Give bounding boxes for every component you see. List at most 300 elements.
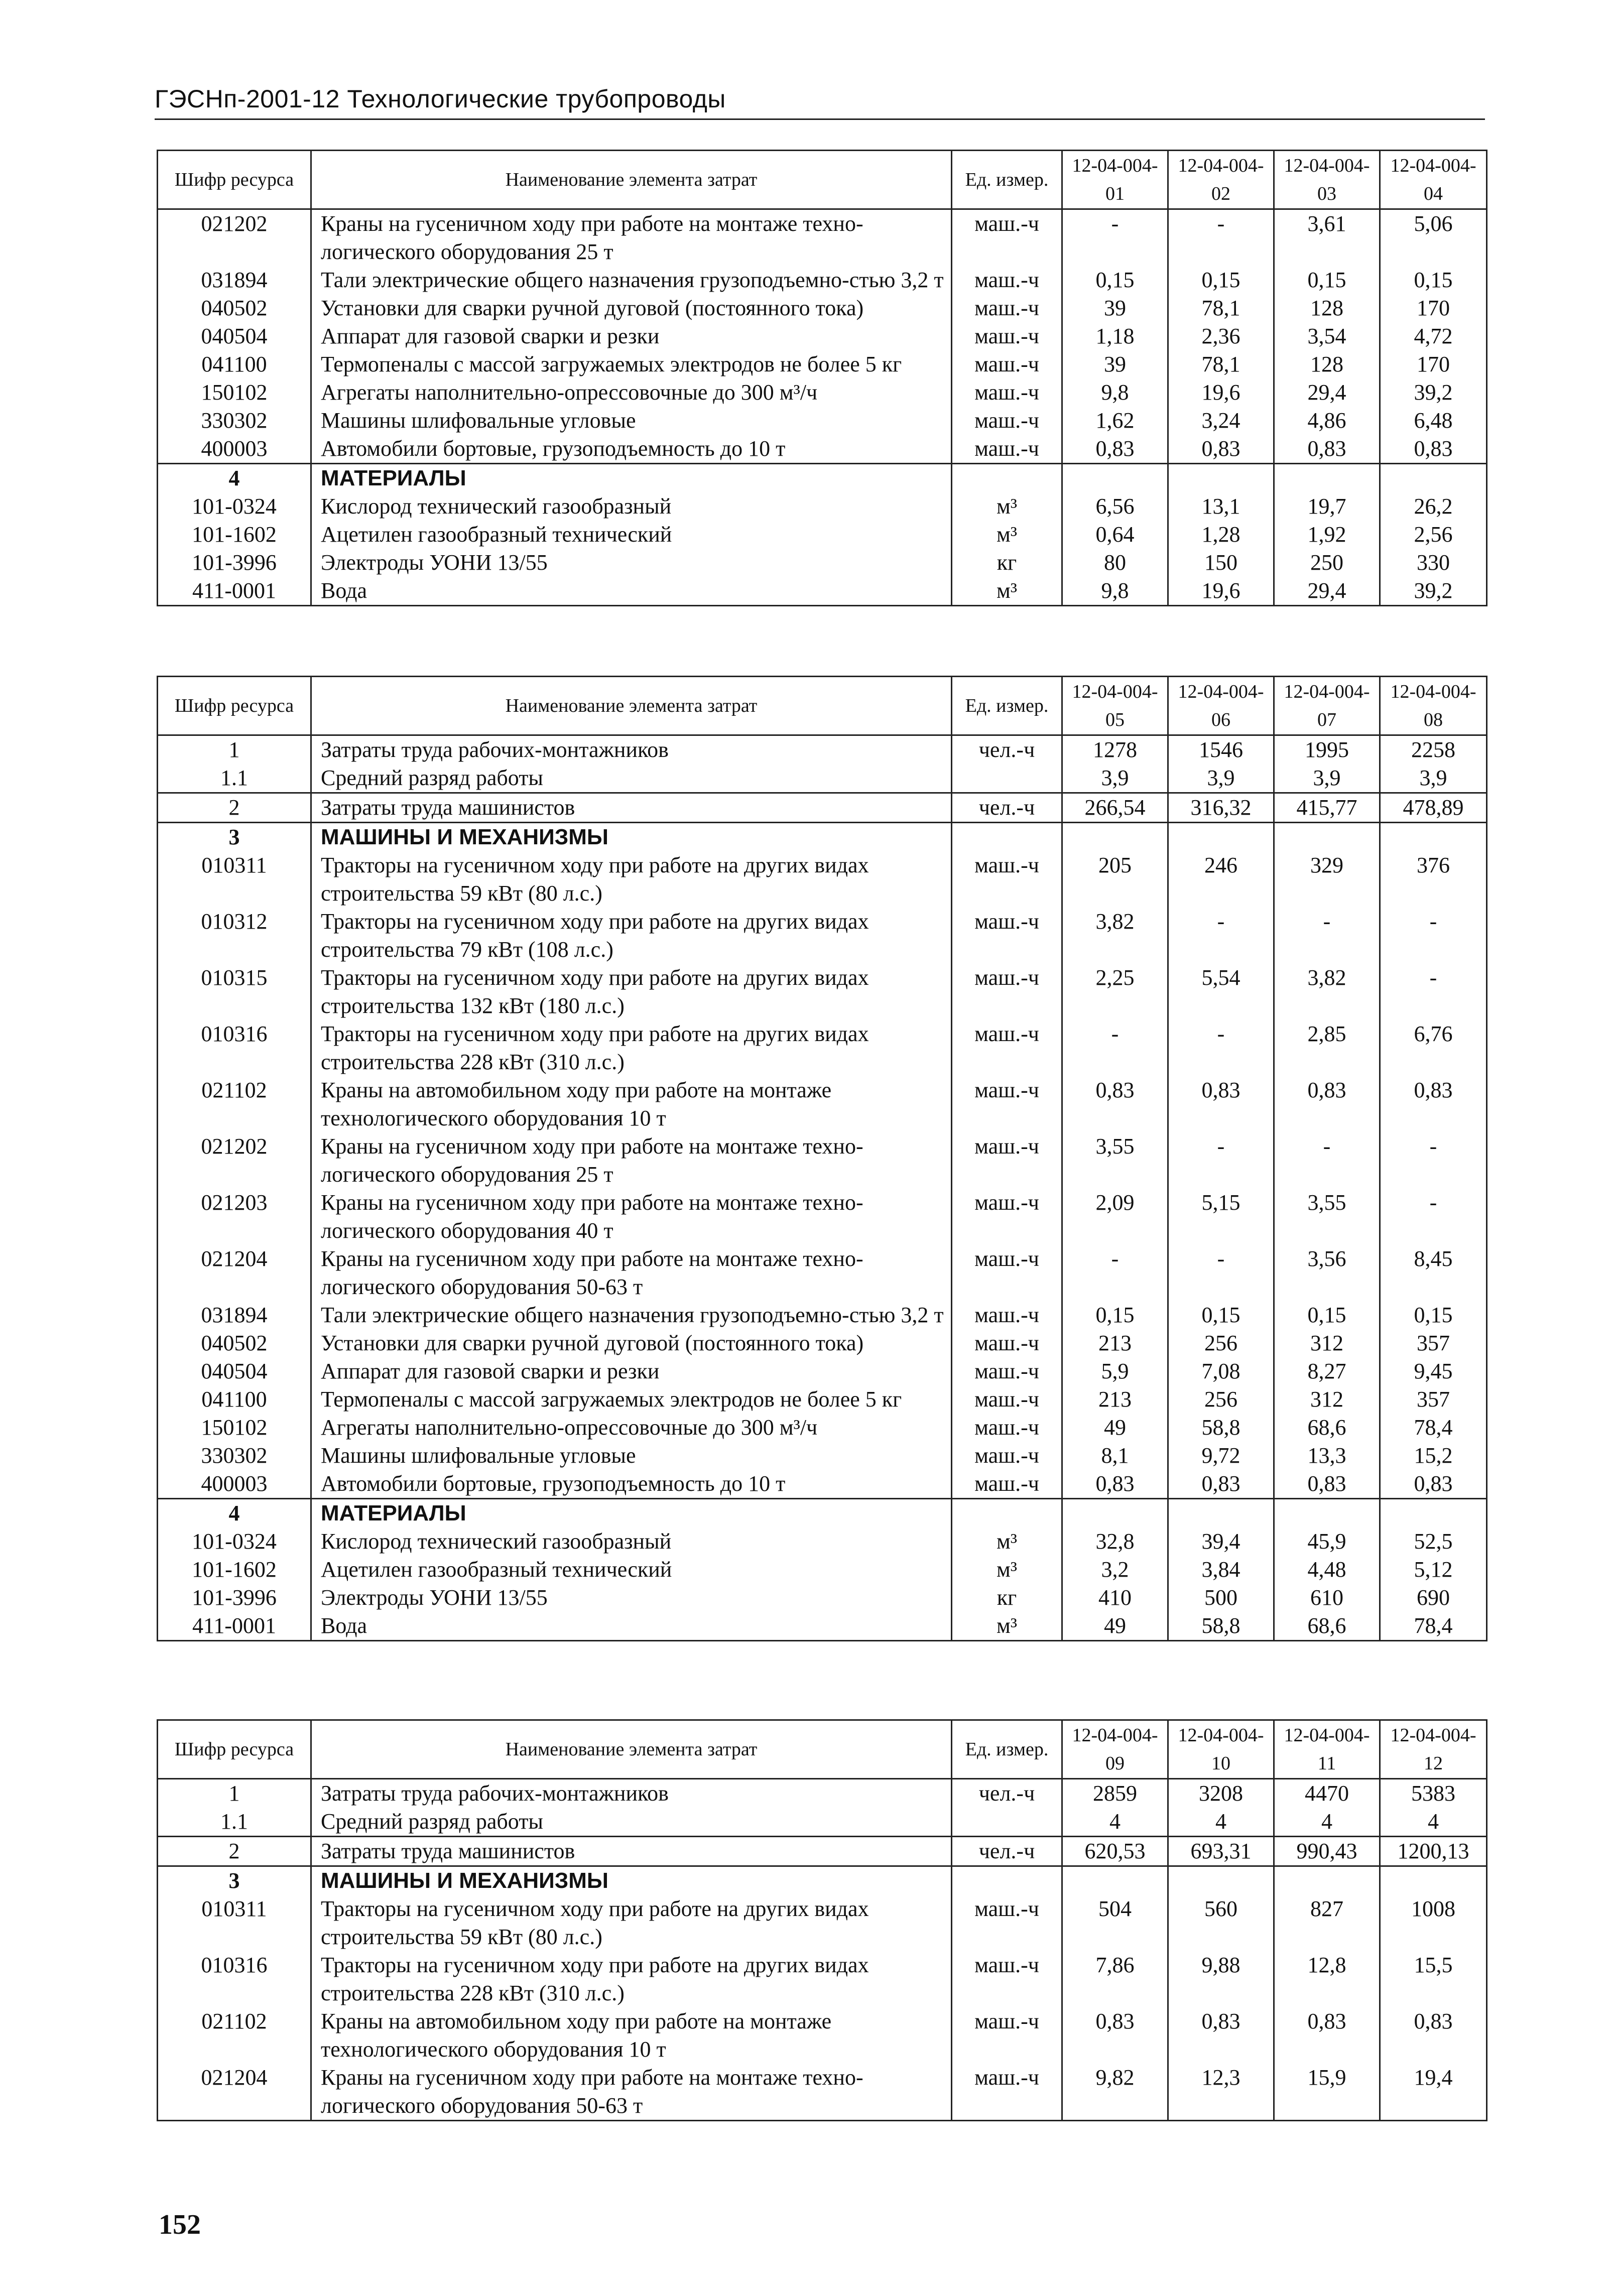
col-header-code: Шифр ресурса: [158, 677, 311, 735]
resource-code: 041100: [158, 1385, 311, 1414]
norm-value: 0,83: [1274, 435, 1380, 464]
unit: [952, 464, 1062, 493]
section-title: МАШИНЫ И МЕХАНИЗМЫ: [311, 823, 952, 852]
norm-value: [1062, 464, 1168, 493]
resource-name: Краны на гусеничном ходу при работе на монтаже техно-логического оборудования 25 т: [311, 209, 952, 267]
norm-value: 39,2: [1380, 378, 1487, 407]
table-row: [158, 735, 1487, 764]
norm-value: 3,9: [1274, 764, 1380, 793]
resource-name: Автомобили бортовые, грузоподъемность до 10 т: [311, 1470, 952, 1499]
norm-value: 19,4: [1380, 2064, 1487, 2121]
norm-value: 68,6: [1274, 1414, 1380, 1442]
resource-code: 040504: [158, 322, 311, 350]
unit: [952, 823, 1062, 852]
norm-value: 3,84: [1168, 1556, 1274, 1584]
unit: маш.-ч: [952, 435, 1062, 464]
norm-value: [1274, 1499, 1380, 1528]
table-row: [158, 577, 1487, 606]
resource-code: 3: [158, 1866, 311, 1895]
norm-value: 78,1: [1168, 294, 1274, 322]
table-row: [158, 294, 1487, 322]
norm-value: 128: [1274, 350, 1380, 378]
norm-value: 39,2: [1380, 577, 1487, 606]
resource-code: 101-0324: [158, 1527, 311, 1556]
resource-name: Краны на автомобильном ходу при работе на монтаже технологического оборудования 10 т: [311, 2007, 952, 2064]
resource-code: 1: [158, 1779, 311, 1808]
section-row: [158, 1866, 1487, 1895]
resource-name: Автомобили бортовые, грузоподъемность до 10 т: [311, 435, 952, 464]
norm-value: 9,72: [1168, 1442, 1274, 1470]
norm-value: 256: [1168, 1385, 1274, 1414]
resource-code: 101-3996: [158, 549, 311, 577]
unit: маш.-ч: [952, 350, 1062, 378]
header-row: [158, 151, 1487, 209]
section-row: [158, 464, 1487, 493]
resource-name: Агрегаты наполнительно-опрессовочные до 300 м³/ч: [311, 1414, 952, 1442]
unit: [952, 1499, 1062, 1528]
norm-value: 49: [1062, 1414, 1168, 1442]
norm-value: 128: [1274, 294, 1380, 322]
norm-value: 0,83: [1274, 1076, 1380, 1132]
norm-value: 19,6: [1168, 577, 1274, 606]
norm-value: 7,08: [1168, 1357, 1274, 1385]
resource-code: 1: [158, 735, 311, 764]
resource-code: 010315: [158, 964, 311, 1020]
resource-name: Затраты труда рабочих-монтажников: [311, 735, 952, 764]
norm-value: 330: [1380, 549, 1487, 577]
norm-value: 415,77: [1274, 793, 1380, 823]
norm-value: 45,9: [1274, 1527, 1380, 1556]
norm-value: 1,18: [1062, 322, 1168, 350]
norm-value: 58,8: [1168, 1612, 1274, 1641]
table-row: [158, 1414, 1487, 1442]
norm-value: 19,7: [1274, 492, 1380, 521]
table-row: [158, 793, 1487, 823]
norm-value: [1062, 823, 1168, 852]
col-header-norm-code: 12-04-004-05: [1062, 677, 1168, 735]
norm-value: 4470: [1274, 1779, 1380, 1808]
unit: маш.-ч: [952, 1189, 1062, 1245]
resource-name: Затраты труда рабочих-монтажников: [311, 1779, 952, 1808]
unit: маш.-ч: [952, 964, 1062, 1020]
table-row: [158, 1301, 1487, 1329]
norm-value: [1274, 823, 1380, 852]
norm-value: 1,28: [1168, 521, 1274, 549]
col-header-norm-code: 12-04-004-08: [1380, 677, 1487, 735]
norm-value: -: [1062, 1245, 1168, 1301]
table-row: [158, 1245, 1487, 1301]
norm-value: [1380, 1499, 1487, 1528]
norm-value: 0,15: [1168, 1301, 1274, 1329]
norm-value: 0,83: [1168, 435, 1274, 464]
norm-value: [1380, 823, 1487, 852]
norm-value: 5,15: [1168, 1189, 1274, 1245]
resource-code: 400003: [158, 1470, 311, 1499]
norm-value: -: [1380, 1132, 1487, 1189]
resource-name: Затраты труда машинистов: [311, 1837, 952, 1866]
unit: чел.-ч: [952, 793, 1062, 823]
table-row: [158, 1357, 1487, 1385]
table-row: [158, 549, 1487, 577]
resource-code: 1.1: [158, 764, 311, 793]
col-header-norm-code: 12-04-004-09: [1062, 1720, 1168, 1779]
table-row: [158, 1076, 1487, 1132]
norm-value: [1062, 1499, 1168, 1528]
norm-value: 0,83: [1274, 2007, 1380, 2064]
table-row: [158, 1895, 1487, 1951]
norm-value: 4,48: [1274, 1556, 1380, 1584]
resource-code: 150102: [158, 1414, 311, 1442]
unit: м³: [952, 1556, 1062, 1584]
unit: чел.-ч: [952, 1837, 1062, 1866]
table-row: [158, 322, 1487, 350]
norm-value: -: [1168, 1132, 1274, 1189]
resource-name: Тракторы на гусеничном ходу при работе на других видах строительства 132 кВт (180 л.с.): [311, 964, 952, 1020]
col-header-unit: Ед. измер.: [952, 151, 1062, 209]
resource-name: Агрегаты наполнительно-опрессовочные до 300 м³/ч: [311, 378, 952, 407]
table-row: [158, 1584, 1487, 1612]
resource-code: 010316: [158, 1020, 311, 1076]
norm-value: 1278: [1062, 735, 1168, 764]
table-row: [158, 378, 1487, 407]
norm-value: -: [1168, 908, 1274, 964]
unit: маш.-ч: [952, 1951, 1062, 2007]
section-title: МАШИНЫ И МЕХАНИЗМЫ: [311, 1866, 952, 1895]
section-row: [158, 823, 1487, 852]
col-header-norm-code: 12-04-004-07: [1274, 677, 1380, 735]
table-row: [158, 1329, 1487, 1357]
norm-value: [1274, 464, 1380, 493]
norm-value: 1,92: [1274, 521, 1380, 549]
unit: м³: [952, 521, 1062, 549]
table-row: [158, 1385, 1487, 1414]
norm-value: 58,8: [1168, 1414, 1274, 1442]
norm-value: 0,83: [1062, 2007, 1168, 2064]
unit: маш.-ч: [952, 294, 1062, 322]
norm-value: 1,62: [1062, 407, 1168, 435]
resource-code: 330302: [158, 1442, 311, 1470]
norm-value: 3,24: [1168, 407, 1274, 435]
resource-code: 021204: [158, 1245, 311, 1301]
resource-code: 040504: [158, 1357, 311, 1385]
table-row: [158, 1951, 1487, 2007]
resource-name: Краны на гусеничном ходу при работе на монтаже техно-логического оборудования 40 т: [311, 1189, 952, 1245]
norm-value: 2258: [1380, 735, 1487, 764]
norm-value: 9,8: [1062, 577, 1168, 606]
norm-value: 6,48: [1380, 407, 1487, 435]
norm-value: 0,83: [1380, 1076, 1487, 1132]
unit: м³: [952, 577, 1062, 606]
norm-value: 3,82: [1062, 908, 1168, 964]
resource-code: 330302: [158, 407, 311, 435]
table-row: [158, 1470, 1487, 1499]
table-row: [158, 908, 1487, 964]
resource-name: Кислород технический газообразный: [311, 1527, 952, 1556]
table-row: [158, 492, 1487, 521]
resource-code: 101-0324: [158, 492, 311, 521]
norm-value: 0,83: [1062, 1076, 1168, 1132]
norm-value: 39: [1062, 350, 1168, 378]
norm-value: 5,54: [1168, 964, 1274, 1020]
resource-code: 021202: [158, 209, 311, 267]
norm-value: 80: [1062, 549, 1168, 577]
norm-value: 250: [1274, 549, 1380, 577]
resource-code: 150102: [158, 378, 311, 407]
col-header-name: Наименование элемента затрат: [311, 677, 952, 735]
resource-code: 010312: [158, 908, 311, 964]
unit: кг: [952, 549, 1062, 577]
unit: маш.-ч: [952, 1301, 1062, 1329]
norm-value: 4: [1062, 1808, 1168, 1837]
norm-value: -: [1380, 964, 1487, 1020]
unit: маш.-ч: [952, 908, 1062, 964]
resource-name: Тракторы на гусеничном ходу при работе на других видах строительства 228 кВт (310 л.с.): [311, 1951, 952, 2007]
resource-code: 010311: [158, 1895, 311, 1951]
norm-value: 5,06: [1380, 209, 1487, 267]
norm-value: [1274, 1866, 1380, 1895]
table-row: [158, 964, 1487, 1020]
unit: м³: [952, 1612, 1062, 1641]
norm-value: 266,54: [1062, 793, 1168, 823]
norm-value: 504: [1062, 1895, 1168, 1951]
norm-value: 1008: [1380, 1895, 1487, 1951]
page-number: 152: [159, 2209, 201, 2240]
norm-value: 0,83: [1380, 1470, 1487, 1499]
norm-value: 478,89: [1380, 793, 1487, 823]
col-header-code: Шифр ресурса: [158, 1720, 311, 1779]
table-row: [158, 521, 1487, 549]
norm-value: [1062, 1866, 1168, 1895]
resource-code: 400003: [158, 435, 311, 464]
unit: маш.-ч: [952, 2007, 1062, 2064]
table-row: [158, 435, 1487, 464]
unit: маш.-ч: [952, 209, 1062, 267]
norm-value: 32,8: [1062, 1527, 1168, 1556]
norm-value: 0,15: [1168, 266, 1274, 294]
unit: маш.-ч: [952, 1329, 1062, 1357]
norm-value: 9,45: [1380, 1357, 1487, 1385]
norm-value: [1168, 1499, 1274, 1528]
norm-value: 3,55: [1274, 1189, 1380, 1245]
norm-value: 26,2: [1380, 492, 1487, 521]
table-row: [158, 1556, 1487, 1584]
unit: [952, 1808, 1062, 1837]
norm-value: 52,5: [1380, 1527, 1487, 1556]
resource-name: Затраты труда машинистов: [311, 793, 952, 823]
norm-value: 0,83: [1168, 2007, 1274, 2064]
norm-value: [1168, 464, 1274, 493]
resource-code: 021202: [158, 1132, 311, 1189]
norm-value: 410: [1062, 1584, 1168, 1612]
table-row: [158, 266, 1487, 294]
norm-value: 5383: [1380, 1779, 1487, 1808]
norm-value: [1380, 1866, 1487, 1895]
col-header-unit: Ед. измер.: [952, 1720, 1062, 1779]
resource-code: 021203: [158, 1189, 311, 1245]
resource-name: Тракторы на гусеничном ходу при работе на других видах строительства 59 кВт (80 л.с.): [311, 851, 952, 908]
unit: маш.-ч: [952, 1414, 1062, 1442]
section-title: МАТЕРИАЛЫ: [311, 464, 952, 493]
table-row: [158, 1189, 1487, 1245]
col-header-unit: Ед. измер.: [952, 677, 1062, 735]
norm-value: -: [1168, 1245, 1274, 1301]
unit: маш.-ч: [952, 851, 1062, 908]
norm-value: 4: [1380, 1808, 1487, 1837]
resource-name: Электроды УОНИ 13/55: [311, 1584, 952, 1612]
norm-value: -: [1168, 209, 1274, 267]
norm-value: 256: [1168, 1329, 1274, 1357]
norm-value: 357: [1380, 1329, 1487, 1357]
unit: маш.-ч: [952, 407, 1062, 435]
resource-name: Кислород технический газообразный: [311, 492, 952, 521]
resource-code: 2: [158, 1837, 311, 1866]
table-row: [158, 1020, 1487, 1076]
norm-value: 0,15: [1274, 266, 1380, 294]
norm-value: 1995: [1274, 735, 1380, 764]
norm-value: 827: [1274, 1895, 1380, 1951]
norm-value: 78,4: [1380, 1612, 1487, 1641]
norm-value: 0,15: [1062, 1301, 1168, 1329]
header-row: [158, 677, 1487, 735]
resource-code: 040502: [158, 1329, 311, 1357]
unit: маш.-ч: [952, 1132, 1062, 1189]
unit: [952, 1866, 1062, 1895]
col-header-norm-code: 12-04-004-02: [1168, 151, 1274, 209]
norm-value: -: [1274, 1132, 1380, 1189]
resource-name: Тракторы на гусеничном ходу при работе на других видах строительства 228 кВт (310 л.с.): [311, 1020, 952, 1076]
unit: [952, 764, 1062, 793]
norm-value: 12,3: [1168, 2064, 1274, 2121]
resource-code: 031894: [158, 1301, 311, 1329]
resource-name: Аппарат для газовой сварки и резки: [311, 1357, 952, 1385]
norm-value: 78,4: [1380, 1414, 1487, 1442]
running-header-title: ГЭСНп-2001-12 Технологические трубопроводы: [155, 85, 726, 113]
resource-table-1: [157, 150, 1487, 606]
norm-value: 4,72: [1380, 322, 1487, 350]
resource-code: 4: [158, 1499, 311, 1528]
norm-value: 6,56: [1062, 492, 1168, 521]
table-row: [158, 350, 1487, 378]
norm-value: 0,15: [1380, 266, 1487, 294]
unit: м³: [952, 492, 1062, 521]
norm-value: 0,83: [1062, 1470, 1168, 1499]
norm-value: 0,64: [1062, 521, 1168, 549]
unit: маш.-ч: [952, 1442, 1062, 1470]
norm-value: 0,15: [1274, 1301, 1380, 1329]
norm-value: 3208: [1168, 1779, 1274, 1808]
resource-name: Аппарат для газовой сварки и резки: [311, 322, 952, 350]
norm-value: 2859: [1062, 1779, 1168, 1808]
norm-value: 78,1: [1168, 350, 1274, 378]
norm-value: 4,86: [1274, 407, 1380, 435]
norm-value: 3,9: [1168, 764, 1274, 793]
norm-value: [1380, 464, 1487, 493]
norm-value: 213: [1062, 1385, 1168, 1414]
table-row: [158, 764, 1487, 793]
norm-value: 13,1: [1168, 492, 1274, 521]
col-header-norm-code: 12-04-004-04: [1380, 151, 1487, 209]
table-row: [158, 1837, 1487, 1866]
norm-value: 3,61: [1274, 209, 1380, 267]
resource-code: 021102: [158, 2007, 311, 2064]
norm-value: 29,4: [1274, 378, 1380, 407]
unit: маш.-ч: [952, 266, 1062, 294]
norm-value: 29,4: [1274, 577, 1380, 606]
section-title: МАТЕРИАЛЫ: [311, 1499, 952, 1528]
norm-value: 560: [1168, 1895, 1274, 1951]
norm-value: 0,83: [1380, 2007, 1487, 2064]
norm-value: -: [1062, 209, 1168, 267]
norm-value: 68,6: [1274, 1612, 1380, 1641]
unit: маш.-ч: [952, 378, 1062, 407]
unit: кг: [952, 1584, 1062, 1612]
unit: маш.-ч: [952, 1357, 1062, 1385]
norm-value: 8,45: [1380, 1245, 1487, 1301]
norm-value: 3,9: [1062, 764, 1168, 793]
resource-code: 1.1: [158, 1808, 311, 1837]
resource-table-3: [157, 1719, 1487, 2121]
norm-value: 170: [1380, 350, 1487, 378]
norm-value: -: [1380, 908, 1487, 964]
norm-value: 150: [1168, 549, 1274, 577]
resource-code: 010311: [158, 851, 311, 908]
table-row: [158, 1527, 1487, 1556]
resource-code: 411-0001: [158, 1612, 311, 1641]
unit: маш.-ч: [952, 1020, 1062, 1076]
resource-code: 411-0001: [158, 577, 311, 606]
resource-code: 3: [158, 823, 311, 852]
table-row: [158, 1612, 1487, 1641]
col-header-name: Наименование элемента затрат: [311, 1720, 952, 1779]
table-row: [158, 2064, 1487, 2121]
unit: маш.-ч: [952, 322, 1062, 350]
norm-value: 15,2: [1380, 1442, 1487, 1470]
resource-name: Ацетилен газообразный технический: [311, 1556, 952, 1584]
norm-value: 2,36: [1168, 322, 1274, 350]
resource-code: 2: [158, 793, 311, 823]
norm-value: 12,8: [1274, 1951, 1380, 2007]
norm-value: 620,53: [1062, 1837, 1168, 1866]
norm-value: 205: [1062, 851, 1168, 908]
resource-code: 021102: [158, 1076, 311, 1132]
col-header-name: Наименование элемента затрат: [311, 151, 952, 209]
col-header-norm-code: 12-04-004-03: [1274, 151, 1380, 209]
resource-name: Установки для сварки ручной дуговой (постоянного тока): [311, 294, 952, 322]
norm-value: -: [1062, 1020, 1168, 1076]
table-row: [158, 407, 1487, 435]
norm-value: 19,6: [1168, 378, 1274, 407]
resource-name: Тали электрические общего назначения грузоподъемно-стью 3,2 т: [311, 266, 952, 294]
resource-code: 021204: [158, 2064, 311, 2121]
norm-value: 13,3: [1274, 1442, 1380, 1470]
norm-value: 4: [1274, 1808, 1380, 1837]
resource-name: Термопеналы с массой загружаемых электродов не более 5 кг: [311, 1385, 952, 1414]
norm-value: 3,55: [1062, 1132, 1168, 1189]
col-header-norm-code: 12-04-004-10: [1168, 1720, 1274, 1779]
norm-value: 3,82: [1274, 964, 1380, 1020]
norm-value: 0,83: [1380, 435, 1487, 464]
table-row: [158, 1779, 1487, 1808]
resource-name: Вода: [311, 1612, 952, 1641]
norm-value: [1168, 1866, 1274, 1895]
resource-name: Средний разряд работы: [311, 1808, 952, 1837]
unit: маш.-ч: [952, 1245, 1062, 1301]
table-row: [158, 209, 1487, 267]
norm-value: [1168, 823, 1274, 852]
table-row: [158, 1808, 1487, 1837]
norm-value: 9,82: [1062, 2064, 1168, 2121]
resource-table-2: [157, 676, 1487, 1641]
